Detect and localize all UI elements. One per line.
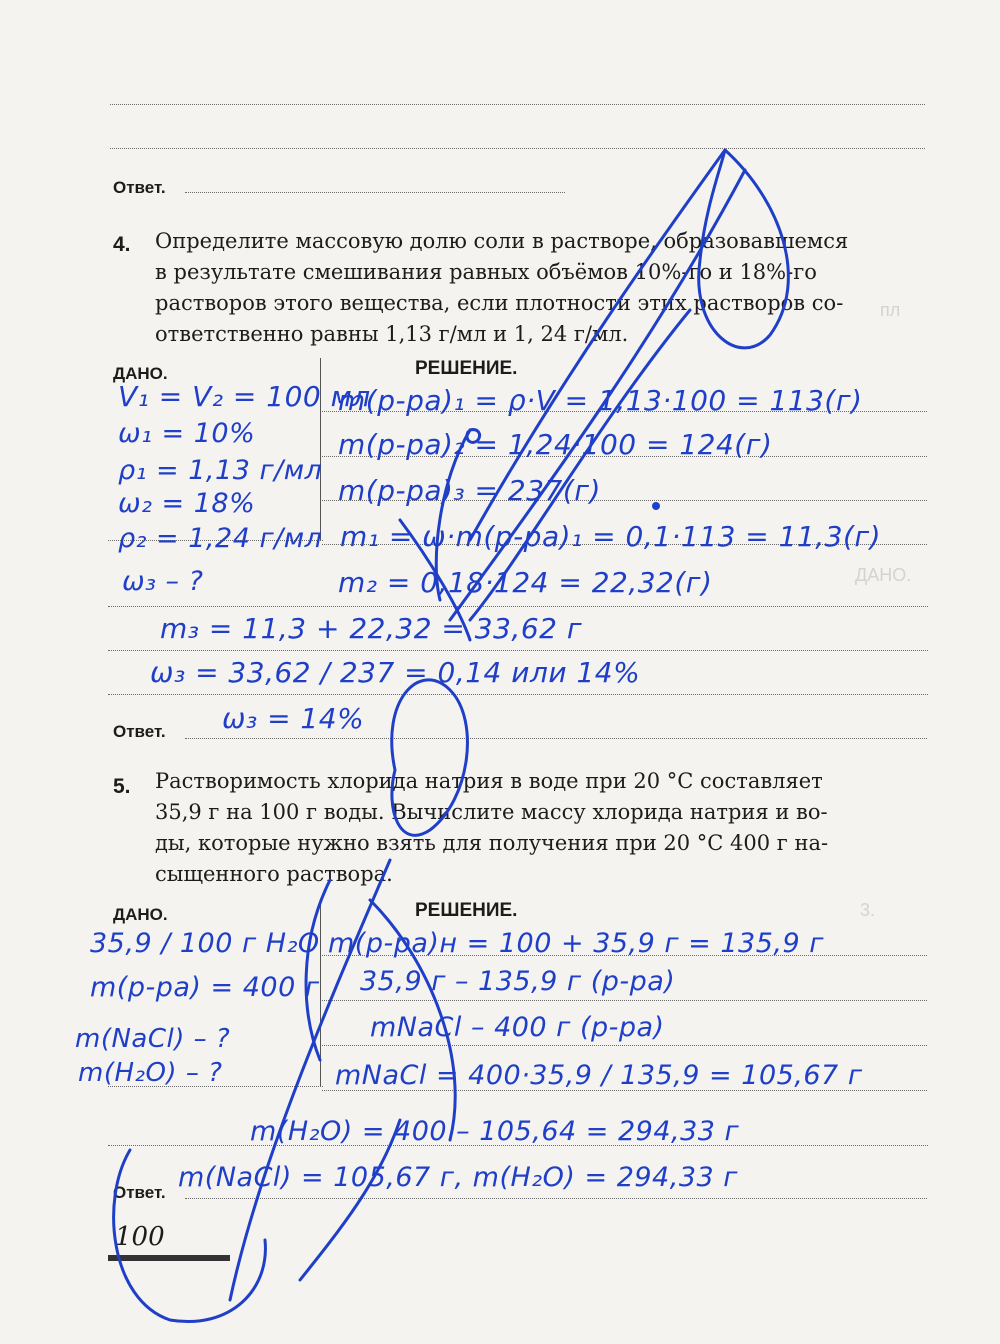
q4-sol-line1: m(р-ра)₁ = ρ·V = 1,13·100 = 113(г) (338, 384, 863, 417)
q4-given-p1: ρ₁ = 1,13 г/мл (118, 455, 323, 486)
q5-sol-line3: mNaCl – 400 г (р-ра) (370, 1012, 665, 1043)
q4-sol-line3: m(р-ра)₃ = 237(г) (338, 474, 601, 507)
q5-line: 35,9 г на 100 г воды. Вычислите массу хлорида натрия и во- (155, 800, 828, 824)
q4-sol-line6: m₃ = 11,3 + 22,32 = 33,62 г (160, 612, 583, 645)
solution-label-q5: РЕШЕНИЕ. (415, 900, 518, 921)
q4-sol-line5: m₂ = 0,18·124 = 22,32(г) (338, 566, 713, 599)
q4-line: растворов этого вещества, если плотности этих растворов со- (155, 291, 844, 315)
q5-sol-line2: 35,9 г – 135,9 г (р-ра) (360, 966, 676, 997)
q5-given-mass: m(р-ра) = 400 г (90, 972, 320, 1003)
question-number-4: 4. (113, 233, 131, 256)
q4-line: ответственно равны 1,13 г/мл и 1, 24 г/мл. (155, 322, 629, 346)
q4-line: в результате смешивания равных объёмов 10%-го и 18%-го (155, 260, 817, 284)
q4-given-find: ω₃ – ? (122, 566, 204, 597)
q5-given-find2: m(H₂O) – ? (78, 1058, 223, 1088)
question-number-5: 5. (113, 775, 131, 798)
solution-label-q4: РЕШЕНИЕ. (415, 358, 518, 379)
question-5-text (155, 766, 828, 890)
q5-sol-line5: m(H₂O) = 400 – 105,64 = 294,33 г (250, 1116, 740, 1147)
q5-answer-hw: m(NaCl) = 105,67 г, m(H₂O) = 294,33 г (178, 1162, 738, 1193)
q5-sol-line4: mNaCl = 400·35,9 / 135,9 = 105,67 г (335, 1060, 863, 1091)
page-number: 100 (115, 1222, 165, 1252)
q5-line: Растворимость хлорида натрия в воде при 20 °С составляет (155, 769, 823, 793)
q5-sol-line1: m(р-ра)н = 100 + 35,9 г = 135,9 г (328, 928, 824, 959)
given-label-q4: ДАНО. (113, 364, 168, 383)
q5-line: ды, которые нужно взять для получения при 20 °С 400 г на- (155, 831, 829, 855)
answer-label-q5: Ответ. (113, 1183, 166, 1202)
q4-given-w1: ω₁ = 10% (118, 418, 256, 449)
q4-sol-line4: m₁ = ω·m(р-ра)₁ = 0,1·113 = 11,3(г) (340, 520, 882, 553)
q5-given-solubility: 35,9 / 100 г H₂O (90, 928, 320, 959)
q4-given-v: V₁ = V₂ = 100 мл (118, 380, 371, 413)
q4-given-p2: ρ₂ = 1,24 г/мл (118, 523, 323, 554)
q4-sol-line2: m(р-ра)₂ = 1,24·100 = 124(г) (338, 428, 773, 461)
q4-sol-line7: ω₃ = 33,62 / 237 = 0,14 или 14% (150, 656, 641, 689)
q5-line: сыщенного раствора. (155, 862, 393, 886)
question-4-text (155, 226, 848, 350)
answer-label-q3: Ответ. (113, 178, 166, 197)
answer-label-q4: Ответ. (113, 722, 166, 741)
q4-given-w2: ω₂ = 18% (118, 488, 256, 519)
given-label-q5: ДАНО. (113, 905, 168, 924)
q4-answer-hw: ω₃ = 14% (222, 702, 365, 735)
q5-given-find1: m(NaCl) – ? (75, 1024, 231, 1054)
q4-line: Определите массовую долю соли в растворе, образовавшемся (155, 229, 849, 253)
